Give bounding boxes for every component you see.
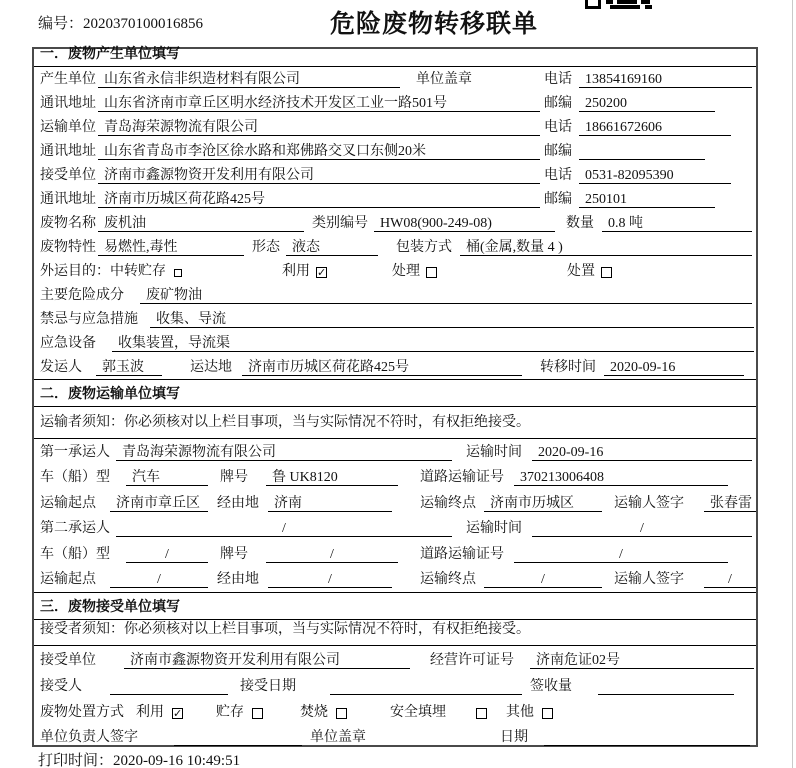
row-route1 (34, 490, 756, 515)
purpose-transfer-checkbox (174, 269, 182, 277)
qr-code-fragment-icon (585, 0, 657, 10)
plate2-label: 牌号 (220, 547, 248, 562)
transport-time1-label: 运输时间 (466, 445, 522, 460)
sign2-label: 运输人签字 (614, 572, 684, 587)
producer-addr-label: 通讯地址 (40, 96, 96, 111)
section2-title: 二．废物运输单位填写 (40, 387, 180, 402)
recipient-field (110, 678, 228, 695)
transport-time2-label: 运输时间 (466, 521, 522, 536)
permit2-label: 道路运输证号 (420, 547, 504, 562)
vehicle2-field: / (126, 546, 208, 563)
shipper-field: 郭玉波 (96, 359, 162, 376)
plate2-field: / (266, 546, 398, 563)
receiver-phone-field: 0531-82095390 (579, 167, 731, 184)
print-time-label: 打印时间： (38, 753, 114, 768)
end2-field: / (484, 571, 602, 588)
row-carrier1 (34, 439, 756, 464)
row-taboo (34, 307, 756, 331)
row-carrier2 (34, 515, 756, 540)
sign1-field: 张春雷 (704, 495, 756, 512)
receiver-addr-label: 通讯地址 (40, 192, 96, 207)
origin2-label: 运输起点 (40, 572, 96, 587)
row-hazard (34, 283, 756, 307)
print-time-value: 2020-09-16 10:49:51 (113, 753, 241, 768)
disposal-use-label: 利用 (136, 705, 164, 720)
license-field: 济南危证02号 (530, 652, 754, 669)
purpose-treat-label: 处理 (392, 264, 420, 279)
row-waste-character (34, 235, 756, 259)
taboo-field: 收集、导流 (150, 311, 754, 328)
producer-zip-label: 邮编 (544, 96, 572, 111)
end1-field: 济南市历城区 (484, 495, 602, 512)
section1-title: 一．废物产生单位填写 (40, 47, 180, 62)
disposal-store-label: 贮存 (216, 705, 244, 720)
form-field: 液态 (286, 239, 378, 256)
packing-field: 桶(金属,数量 4 ) (460, 239, 752, 256)
transfer-date-field: 2020-09-16 (604, 359, 744, 376)
transporter-zip-field (579, 143, 705, 160)
via2-label: 经由地 (217, 572, 259, 587)
transporter-addr-field: 山东省青岛市李沧区徐水路和郑佛路交叉口东侧20米 (98, 143, 540, 160)
qty-label: 数量 (566, 216, 594, 231)
hazard-field: 废矿物油 (140, 287, 752, 304)
end2-label: 运输终点 (420, 572, 476, 587)
section2-header (34, 379, 756, 407)
row-vehicle1 (34, 464, 756, 489)
taboo-label: 禁忌与应急措施 (40, 312, 138, 327)
origin1-label: 运输起点 (40, 496, 96, 511)
equipment-field: 收集装置，导流渠 (112, 335, 754, 352)
section1-header (34, 49, 756, 67)
producer-zip-field: 250200 (579, 95, 715, 112)
row-disposal (34, 698, 756, 724)
permit2-field: / (514, 546, 728, 563)
receiver-notice-text: 接受者须知：你必须核对以上栏目事项，当与实际情况不符时，有权拒绝接受。 (40, 622, 530, 637)
row-route2 (34, 566, 756, 591)
license-label: 经营许可证号 (430, 653, 514, 668)
producer-label: 产生单位 (40, 72, 96, 87)
carrier2-label: 第二承运人 (40, 521, 110, 536)
form-label: 形态 (252, 240, 280, 255)
page-edge-line (792, 0, 793, 768)
disposal-other-label: 其他 (506, 705, 534, 720)
row-producer-address (34, 91, 756, 115)
receiver-zip-field: 250101 (579, 191, 715, 208)
receiver-zip-label: 邮编 (544, 192, 572, 207)
category-label: 类别编号 (312, 216, 368, 231)
serial-label: 编号： (38, 16, 84, 32)
carrier1-label: 第一承运人 (40, 445, 110, 460)
transporter-phone-field: 18661672606 (579, 119, 731, 136)
purpose-use-label: 利用 (282, 264, 310, 279)
receiver-label: 接受单位 (40, 168, 96, 183)
row-recipient (34, 672, 756, 698)
permit1-label: 道路运输证号 (420, 470, 504, 485)
print-time-line (38, 749, 240, 768)
purpose-dispose-checkbox (601, 267, 612, 278)
section3-notice (34, 620, 756, 646)
transporter-phone-label: 电话 (544, 120, 572, 135)
purpose-label: 外运目的： (40, 264, 110, 279)
date2-label: 日期 (500, 730, 528, 745)
recipient-label: 接受人 (40, 679, 82, 694)
disposal-landfill-checkbox (476, 708, 487, 719)
sign1-label: 运输人签字 (614, 496, 684, 511)
amount-label: 签收量 (530, 679, 572, 694)
via1-field: 济南 (268, 495, 392, 512)
sign2-field: / (704, 571, 756, 588)
section3-title: 三．废物接受单位填写 (40, 600, 180, 615)
hazard-label: 主要危险成分 (40, 288, 124, 303)
row-head-sign (34, 724, 756, 749)
serial-number-line (38, 12, 203, 33)
producer-seal-label: 单位盖章 (416, 72, 472, 87)
dest-field: 济南市历城区荷花路425号 (242, 359, 522, 376)
qty-field: 0.8 吨 (602, 215, 752, 232)
producer-addr-field: 山东省济南市章丘区明水经济技术开发区工业一路501号 (98, 95, 540, 112)
dest-label: 运达地 (190, 360, 232, 375)
row-purpose (34, 259, 756, 283)
disposal-burn-label: 焚烧 (300, 705, 328, 720)
disposal-other-checkbox (542, 708, 553, 719)
row-receiver (34, 163, 756, 187)
receiver-addr-field: 济南市历城区荷花路425号 (98, 191, 540, 208)
transport-time2-field: / (532, 520, 752, 537)
carrier1-field: 青岛海荣源物流有限公司 (116, 444, 452, 461)
waste-name-label: 废物名称 (40, 216, 96, 231)
producer-phone-label: 电话 (544, 72, 572, 87)
serial-value: 2020370100016856 (83, 16, 204, 32)
section3-header (34, 592, 756, 620)
origin1-field: 济南市章丘区 (110, 495, 208, 512)
row-receiver-address (34, 187, 756, 211)
waste-name-field: 废机油 (98, 215, 304, 232)
via2-field: / (268, 571, 392, 588)
origin2-field: / (110, 571, 208, 588)
disposal-label: 废物处置方式 (40, 705, 124, 720)
row-transporter (34, 115, 756, 139)
transfer-date-label: 转移时间 (540, 360, 596, 375)
receiver-field: 济南市鑫源物资开发利用有限公司 (98, 167, 540, 184)
accept-unit-field: 济南市鑫源物资开发利用有限公司 (124, 652, 410, 669)
disposal-landfill-label: 安全填埋 (390, 705, 446, 720)
row-shipper (34, 355, 756, 379)
vehicle1-label: 车（船）型 (40, 470, 110, 485)
carrier2-field: / (116, 520, 452, 537)
equipment-label: 应急设备 (40, 336, 96, 351)
receiver-phone-label: 电话 (544, 168, 572, 183)
row-equipment (34, 331, 756, 355)
page-title: 危险废物转移联单 (330, 11, 539, 38)
section2-notice (34, 407, 756, 439)
plate1-field: 鲁 UK8120 (266, 469, 398, 486)
vehicle2-label: 车（船）型 (40, 547, 110, 562)
character-field: 易燃性,毒性 (98, 239, 244, 256)
category-field: HW08(900-249-08) (374, 215, 555, 232)
row-producer (34, 67, 756, 91)
vehicle1-field: 汽车 (126, 469, 208, 486)
accept-date-field (330, 678, 522, 695)
shipper-label: 发运人 (40, 360, 82, 375)
transporter-addr-label: 通讯地址 (40, 144, 96, 159)
date2-field (544, 729, 750, 746)
producer-phone-field: 13854169160 (579, 71, 752, 88)
row-vehicle2 (34, 541, 756, 566)
transport-time1-field: 2020-09-16 (532, 444, 752, 461)
disposal-store-checkbox (252, 708, 263, 719)
transporter-notice-text: 运输者须知：你必须核对以上栏目事项，当与实际情况不符时，有权拒绝接受。 (40, 415, 530, 430)
transporter-field: 青岛海荣源物流有限公司 (98, 119, 540, 136)
producer-field: 山东省永信非织造材料有限公司 (98, 71, 400, 88)
purpose-dispose-label: 处置 (567, 264, 595, 279)
row-waste-name (34, 211, 756, 235)
row-accept-unit (34, 646, 756, 672)
purpose-transfer-label: 中转贮存 (110, 264, 166, 279)
row-transporter-address (34, 139, 756, 163)
accept-unit-label: 接受单位 (40, 653, 96, 668)
purpose-treat-checkbox (426, 267, 437, 278)
character-label: 废物特性 (40, 240, 96, 255)
packing-label: 包装方式 (396, 240, 452, 255)
manifest-form (32, 47, 758, 747)
transporter-zip-label: 邮编 (544, 144, 572, 159)
accept-date-label: 接受日期 (240, 679, 296, 694)
head-sign-label: 单位负责人签字 (40, 730, 138, 745)
plate1-label: 牌号 (220, 470, 248, 485)
unit-seal-label: 单位盖章 (310, 730, 366, 745)
end1-label: 运输终点 (420, 496, 476, 511)
disposal-burn-checkbox (336, 708, 347, 719)
head-sign-field (174, 729, 302, 746)
transporter-label: 运输单位 (40, 120, 96, 135)
permit1-field: 370213006408 (514, 469, 728, 486)
via1-label: 经由地 (217, 496, 259, 511)
amount-field (598, 678, 734, 695)
purpose-use-checkbox: ✓ (317, 266, 327, 279)
disposal-use-checkbox: ✓ (173, 707, 183, 720)
